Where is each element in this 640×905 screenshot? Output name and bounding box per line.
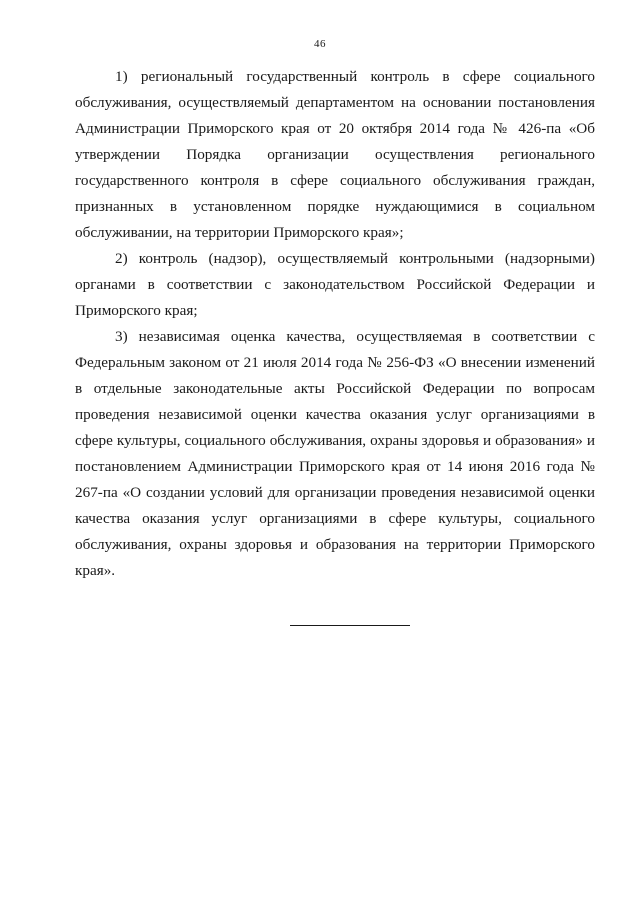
page-number: 46 (314, 38, 326, 50)
paragraph-item-1: 1) региональный государственный контроль в сфере социального обслуживания, осуществляемый департаментом на основании постановления Администрации Приморского края от 20 октября 2014 года № 426-па «Об утверждении Порядка организации осуществления регионального государственного контроля в сфере социального обслуживания граждан, признанных в установленном порядке нуждающимися в социальном обслуживании, на территории Приморского края»; (75, 68, 595, 241)
end-separator-line (290, 625, 410, 626)
document-body (75, 64, 595, 584)
paragraph-item-3: 3) независимая оценка качества, осуществляемая в соответствии с Федеральным законом от 21 июля 2014 года № 256-ФЗ «О внесении изменений в отдельные законодательные акты Российской Федерации по вопросам проведения независимой оценки качества оказания услуг организациями в сфере культуры, социального обслуживания, охраны здоровья и образования» и постановлением Администрации Приморского края от 14 июня 2016 года № 267-па «О создании условий для организации проведения независимой оценки качества оказания услуг организациями в сфере культуры, социального обслуживания, охраны здоровья и образования на территории Приморского края». (75, 328, 595, 579)
paragraph-item-2: 2) контроль (надзор), осуществляемый контрольными (надзорными) органами в соответствии с законодательством Российской Федерации и Приморского края; (75, 250, 595, 319)
